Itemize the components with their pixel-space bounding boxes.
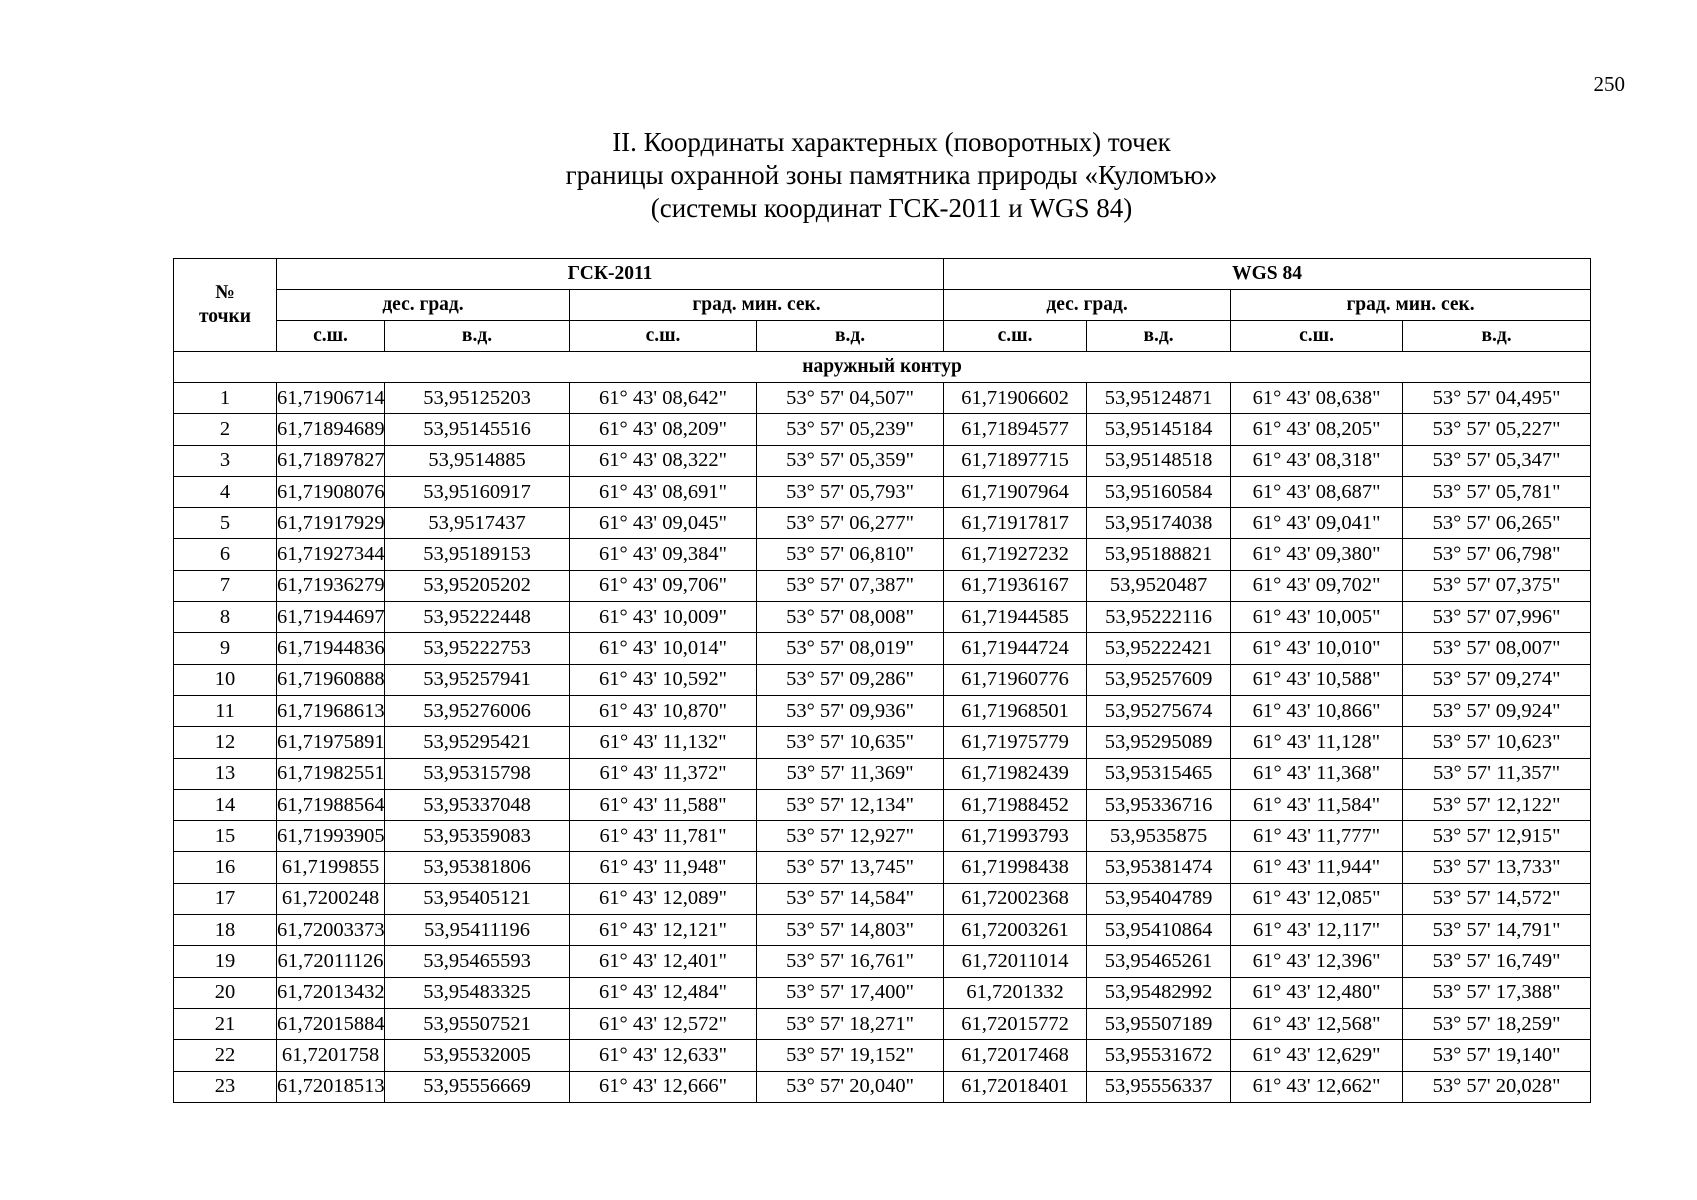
gsk-dms-lon-cell: 53° 57' 14,584" bbox=[757, 883, 944, 914]
table-row bbox=[174, 633, 1591, 664]
wgs-dms-lon-header: в.д. bbox=[1403, 321, 1591, 352]
wgs-dec-lon-cell: 53,95160584 bbox=[1087, 476, 1231, 507]
gsk-dec-lat-cell: 61,71906714 bbox=[277, 383, 385, 414]
table-row bbox=[174, 508, 1591, 539]
wgs-dec-lon-cell: 53,95315465 bbox=[1087, 758, 1231, 789]
wgs-dms-lat-cell: 61° 43' 11,944" bbox=[1231, 852, 1403, 883]
wgs-dec-lon-cell: 53,95275674 bbox=[1087, 695, 1231, 726]
wgs-dms-lat-cell: 61° 43' 10,005" bbox=[1231, 602, 1403, 633]
wgs-dec-lat-cell: 61,71936167 bbox=[944, 570, 1087, 601]
system-wgs84-header: WGS 84 bbox=[944, 259, 1591, 290]
gsk-dms-lon-cell: 53° 57' 06,277" bbox=[757, 508, 944, 539]
wgs-dec-lon-cell: 53,95145184 bbox=[1087, 414, 1231, 445]
gsk-dms-lat-cell: 61° 43' 09,045" bbox=[570, 508, 757, 539]
point-number-cell: 2 bbox=[174, 414, 277, 445]
wgs-dms-lat-cell: 61° 43' 12,085" bbox=[1231, 883, 1403, 914]
gsk-dms-lon-header: в.д. bbox=[757, 321, 944, 352]
gsk-dms-lon-cell: 53° 57' 20,040" bbox=[757, 1071, 944, 1102]
wgs-dms-lon-cell: 53° 57' 04,495" bbox=[1403, 383, 1591, 414]
gsk-dms-header: град. мин. сек. bbox=[570, 290, 944, 321]
wgs-dec-lat-cell: 61,71944585 bbox=[944, 602, 1087, 633]
gsk-dms-lat-cell: 61° 43' 10,592" bbox=[570, 664, 757, 695]
gsk-dms-lon-cell: 53° 57' 05,239" bbox=[757, 414, 944, 445]
wgs-dms-lon-cell: 53° 57' 20,028" bbox=[1403, 1071, 1591, 1102]
point-number-cell: 12 bbox=[174, 727, 277, 758]
wgs-dms-lon-cell: 53° 57' 07,996" bbox=[1403, 602, 1591, 633]
point-number-header bbox=[174, 259, 277, 352]
gsk-dec-lat-header: с.ш. bbox=[277, 321, 385, 352]
gsk-dec-lat-cell: 61,71894689 bbox=[277, 414, 385, 445]
wgs-dec-deg-header: дес. град. bbox=[944, 290, 1231, 321]
gsk-dec-lon-cell: 53,95507521 bbox=[385, 1008, 570, 1039]
wgs-dec-lon-cell: 53,9520487 bbox=[1087, 570, 1231, 601]
gsk-dms-lon-cell: 53° 57' 19,152" bbox=[757, 1040, 944, 1071]
gsk-dec-lon-cell: 53,95125203 bbox=[385, 383, 570, 414]
table-row bbox=[174, 570, 1591, 601]
table-row bbox=[174, 1071, 1591, 1102]
gsk-dms-lon-cell: 53° 57' 04,507" bbox=[757, 383, 944, 414]
gsk-dms-lat-cell: 61° 43' 12,484" bbox=[570, 977, 757, 1008]
table-row bbox=[174, 727, 1591, 758]
wgs-dec-lon-cell: 53,95556337 bbox=[1087, 1071, 1231, 1102]
point-number-cell: 13 bbox=[174, 758, 277, 789]
wgs-dec-lon-cell: 53,95174038 bbox=[1087, 508, 1231, 539]
point-number-cell: 1 bbox=[174, 383, 277, 414]
gsk-dms-lat-cell: 61° 43' 12,666" bbox=[570, 1071, 757, 1102]
table-row bbox=[174, 821, 1591, 852]
wgs-dec-lon-cell: 53,95222116 bbox=[1087, 602, 1231, 633]
point-number-cell: 16 bbox=[174, 852, 277, 883]
wgs-dec-lat-cell: 61,71917817 bbox=[944, 508, 1087, 539]
gsk-dec-lon-header: в.д. bbox=[385, 321, 570, 352]
wgs-dms-lat-cell: 61° 43' 11,777" bbox=[1231, 821, 1403, 852]
wgs-dec-lat-cell: 61,71960776 bbox=[944, 664, 1087, 695]
wgs-dms-header: град. мин. сек. bbox=[1231, 290, 1591, 321]
wgs-dms-lon-cell: 53° 57' 14,791" bbox=[1403, 915, 1591, 946]
gsk-dec-lon-cell: 53,95295421 bbox=[385, 727, 570, 758]
wgs-dms-lat-cell: 61° 43' 08,638" bbox=[1231, 383, 1403, 414]
wgs-dec-lat-cell: 61,71927232 bbox=[944, 539, 1087, 570]
wgs-dms-lon-cell: 53° 57' 05,781" bbox=[1403, 476, 1591, 507]
wgs-dms-lon-cell: 53° 57' 05,347" bbox=[1403, 445, 1591, 476]
gsk-dms-lat-cell: 61° 43' 09,384" bbox=[570, 539, 757, 570]
gsk-dms-lon-cell: 53° 57' 09,286" bbox=[757, 664, 944, 695]
wgs-dec-lat-cell: 61,72003261 bbox=[944, 915, 1087, 946]
gsk-dec-lat-cell: 61,71988564 bbox=[277, 789, 385, 820]
document-title bbox=[0, 126, 1697, 225]
point-number-cell: 7 bbox=[174, 570, 277, 601]
wgs-dec-lat-cell: 61,7201332 bbox=[944, 977, 1087, 1008]
gsk-dms-lon-cell: 53° 57' 16,761" bbox=[757, 946, 944, 977]
wgs-dec-lat-cell: 61,72015772 bbox=[944, 1008, 1087, 1039]
point-number-cell: 15 bbox=[174, 821, 277, 852]
wgs-dec-lat-cell: 61,72017468 bbox=[944, 1040, 1087, 1071]
gsk-dms-lat-header: с.ш. bbox=[570, 321, 757, 352]
title-line-3: (системы координат ГСК-2011 и WGS 84) bbox=[650, 193, 1133, 223]
wgs-dms-lat-cell: 61° 43' 12,396" bbox=[1231, 946, 1403, 977]
table-row bbox=[174, 758, 1591, 789]
gsk-dec-lon-cell: 53,95257941 bbox=[385, 664, 570, 695]
gsk-dec-lat-cell: 61,71917929 bbox=[277, 508, 385, 539]
wgs-dms-lat-cell: 61° 43' 10,866" bbox=[1231, 695, 1403, 726]
point-number-cell: 19 bbox=[174, 946, 277, 977]
wgs-dec-lon-cell: 53,95410864 bbox=[1087, 915, 1231, 946]
point-number-symbol: № bbox=[215, 282, 235, 303]
wgs-dec-lon-cell: 53,95124871 bbox=[1087, 383, 1231, 414]
gsk-dec-lon-cell: 53,95160917 bbox=[385, 476, 570, 507]
wgs-dms-lon-cell: 53° 57' 08,007" bbox=[1403, 633, 1591, 664]
wgs-dms-lon-cell: 53° 57' 10,623" bbox=[1403, 727, 1591, 758]
wgs-dec-lon-cell: 53,95295089 bbox=[1087, 727, 1231, 758]
wgs-dec-lat-cell: 61,71906602 bbox=[944, 383, 1087, 414]
gsk-dms-lon-cell: 53° 57' 17,400" bbox=[757, 977, 944, 1008]
table-header bbox=[174, 259, 1591, 383]
gsk-dec-lat-cell: 61,71975891 bbox=[277, 727, 385, 758]
point-number-label: точки bbox=[198, 306, 252, 327]
gsk-dms-lat-cell: 61° 43' 11,781" bbox=[570, 821, 757, 852]
gsk-dms-lat-cell: 61° 43' 08,209" bbox=[570, 414, 757, 445]
wgs-dms-lon-cell: 53° 57' 07,375" bbox=[1403, 570, 1591, 601]
gsk-dms-lat-cell: 61° 43' 11,132" bbox=[570, 727, 757, 758]
gsk-dms-lat-cell: 61° 43' 11,588" bbox=[570, 789, 757, 820]
gsk-dms-lon-cell: 53° 57' 08,019" bbox=[757, 633, 944, 664]
wgs-dec-lat-cell: 61,71988452 bbox=[944, 789, 1087, 820]
gsk-dec-lon-cell: 53,95381806 bbox=[385, 852, 570, 883]
gsk-dms-lon-cell: 53° 57' 05,793" bbox=[757, 476, 944, 507]
wgs-dec-lon-header: в.д. bbox=[1087, 321, 1231, 352]
point-number-cell: 9 bbox=[174, 633, 277, 664]
table-row bbox=[174, 977, 1591, 1008]
table-row bbox=[174, 852, 1591, 883]
point-number-cell: 4 bbox=[174, 476, 277, 507]
wgs-dms-lon-cell: 53° 57' 09,924" bbox=[1403, 695, 1591, 726]
wgs-dec-lon-cell: 53,95222421 bbox=[1087, 633, 1231, 664]
wgs-dec-lat-cell: 61,71975779 bbox=[944, 727, 1087, 758]
page-number: 250 bbox=[1593, 72, 1625, 96]
point-number-cell: 6 bbox=[174, 539, 277, 570]
gsk-dms-lat-cell: 61° 43' 08,642" bbox=[570, 383, 757, 414]
gsk-dms-lon-cell: 53° 57' 18,271" bbox=[757, 1008, 944, 1039]
gsk-dec-lon-cell: 53,95276006 bbox=[385, 695, 570, 726]
wgs-dms-lon-cell: 53° 57' 13,733" bbox=[1403, 852, 1591, 883]
point-number-cell: 8 bbox=[174, 602, 277, 633]
gsk-dms-lat-cell: 61° 43' 09,706" bbox=[570, 570, 757, 601]
wgs-dms-lat-cell: 61° 43' 11,584" bbox=[1231, 789, 1403, 820]
wgs-dec-lon-cell: 53,9535875 bbox=[1087, 821, 1231, 852]
gsk-dec-lat-cell: 61,71927344 bbox=[277, 539, 385, 570]
gsk-dec-lon-cell: 53,95145516 bbox=[385, 414, 570, 445]
wgs-dms-lat-cell: 61° 43' 09,041" bbox=[1231, 508, 1403, 539]
gsk-dms-lat-cell: 61° 43' 12,121" bbox=[570, 915, 757, 946]
gsk-dms-lon-cell: 53° 57' 05,359" bbox=[757, 445, 944, 476]
gsk-dms-lat-cell: 61° 43' 11,948" bbox=[570, 852, 757, 883]
gsk-dec-lat-cell: 61,7200248 bbox=[277, 883, 385, 914]
gsk-dms-lon-cell: 53° 57' 12,927" bbox=[757, 821, 944, 852]
wgs-dec-lon-cell: 53,95507189 bbox=[1087, 1008, 1231, 1039]
wgs-dec-lat-cell: 61,71968501 bbox=[944, 695, 1087, 726]
wgs-dms-lat-header: с.ш. bbox=[1231, 321, 1403, 352]
wgs-dec-lat-cell: 61,71897715 bbox=[944, 445, 1087, 476]
wgs-dec-lat-cell: 61,71907964 bbox=[944, 476, 1087, 507]
wgs-dec-lon-cell: 53,95404789 bbox=[1087, 883, 1231, 914]
wgs-dms-lat-cell: 61° 43' 12,568" bbox=[1231, 1008, 1403, 1039]
wgs-dec-lon-cell: 53,95465261 bbox=[1087, 946, 1231, 977]
wgs-dms-lon-cell: 53° 57' 17,388" bbox=[1403, 977, 1591, 1008]
wgs-dms-lon-cell: 53° 57' 11,357" bbox=[1403, 758, 1591, 789]
gsk-dec-lon-cell: 53,95532005 bbox=[385, 1040, 570, 1071]
wgs-dec-lat-cell: 61,71894577 bbox=[944, 414, 1087, 445]
wgs-dec-lon-cell: 53,95381474 bbox=[1087, 852, 1231, 883]
wgs-dms-lat-cell: 61° 43' 08,687" bbox=[1231, 476, 1403, 507]
gsk-dec-deg-header: дес. град. bbox=[277, 290, 570, 321]
gsk-dms-lat-cell: 61° 43' 12,089" bbox=[570, 883, 757, 914]
title-line-2: границы охранной зоны памятника природы «Куломъю» bbox=[565, 160, 1218, 190]
wgs-dec-lon-cell: 53,95336716 bbox=[1087, 789, 1231, 820]
table-row bbox=[174, 695, 1591, 726]
point-number-cell: 11 bbox=[174, 695, 277, 726]
wgs-dms-lon-cell: 53° 57' 06,798" bbox=[1403, 539, 1591, 570]
gsk-dms-lon-cell: 53° 57' 08,008" bbox=[757, 602, 944, 633]
gsk-dms-lon-cell: 53° 57' 10,635" bbox=[757, 727, 944, 758]
point-number-cell: 21 bbox=[174, 1008, 277, 1039]
gsk-dec-lon-cell: 53,95359083 bbox=[385, 821, 570, 852]
gsk-dms-lat-cell: 61° 43' 08,322" bbox=[570, 445, 757, 476]
wgs-dms-lat-cell: 61° 43' 12,662" bbox=[1231, 1071, 1403, 1102]
wgs-dms-lon-cell: 53° 57' 16,749" bbox=[1403, 946, 1591, 977]
point-number-cell: 14 bbox=[174, 789, 277, 820]
wgs-dms-lat-cell: 61° 43' 12,629" bbox=[1231, 1040, 1403, 1071]
wgs-dms-lon-cell: 53° 57' 14,572" bbox=[1403, 883, 1591, 914]
gsk-dec-lon-cell: 53,95411196 bbox=[385, 915, 570, 946]
table-row bbox=[174, 883, 1591, 914]
wgs-dec-lat-cell: 61,72018401 bbox=[944, 1071, 1087, 1102]
gsk-dms-lat-cell: 61° 43' 10,870" bbox=[570, 695, 757, 726]
gsk-dec-lon-cell: 53,95315798 bbox=[385, 758, 570, 789]
gsk-dms-lon-cell: 53° 57' 06,810" bbox=[757, 539, 944, 570]
gsk-dec-lat-cell: 61,71944836 bbox=[277, 633, 385, 664]
gsk-dms-lat-cell: 61° 43' 10,009" bbox=[570, 602, 757, 633]
gsk-dms-lat-cell: 61° 43' 11,372" bbox=[570, 758, 757, 789]
wgs-dec-lat-cell: 61,71993793 bbox=[944, 821, 1087, 852]
wgs-dms-lon-cell: 53° 57' 12,915" bbox=[1403, 821, 1591, 852]
wgs-dec-lat-cell: 61,72011014 bbox=[944, 946, 1087, 977]
gsk-dms-lat-cell: 61° 43' 12,633" bbox=[570, 1040, 757, 1071]
wgs-dms-lon-cell: 53° 57' 09,274" bbox=[1403, 664, 1591, 695]
wgs-dms-lat-cell: 61° 43' 08,318" bbox=[1231, 445, 1403, 476]
table-row bbox=[174, 664, 1591, 695]
gsk-dms-lat-cell: 61° 43' 08,691" bbox=[570, 476, 757, 507]
point-number-cell: 20 bbox=[174, 977, 277, 1008]
wgs-dec-lat-cell: 61,72002368 bbox=[944, 883, 1087, 914]
wgs-dms-lat-cell: 61° 43' 08,205" bbox=[1231, 414, 1403, 445]
gsk-dec-lat-cell: 61,71968613 bbox=[277, 695, 385, 726]
section-label-outer-contour: наружный контур bbox=[174, 352, 1591, 383]
gsk-dms-lon-cell: 53° 57' 07,387" bbox=[757, 570, 944, 601]
point-number-cell: 23 bbox=[174, 1071, 277, 1102]
table-row bbox=[174, 946, 1591, 977]
title-line-1: II. Координаты характерных (поворотных) точек bbox=[612, 127, 1171, 157]
table-row bbox=[174, 476, 1591, 507]
point-number-cell: 3 bbox=[174, 445, 277, 476]
point-number-cell: 22 bbox=[174, 1040, 277, 1071]
gsk-dec-lat-cell: 61,71944697 bbox=[277, 602, 385, 633]
point-number-cell: 5 bbox=[174, 508, 277, 539]
gsk-dec-lon-cell: 53,95222448 bbox=[385, 602, 570, 633]
gsk-dec-lat-cell: 61,71897827 bbox=[277, 445, 385, 476]
table-row bbox=[174, 915, 1591, 946]
table-row bbox=[174, 414, 1591, 445]
gsk-dec-lon-cell: 53,95337048 bbox=[385, 789, 570, 820]
point-number-cell: 17 bbox=[174, 883, 277, 914]
point-number-cell: 10 bbox=[174, 664, 277, 695]
gsk-dec-lon-cell: 53,95465593 bbox=[385, 946, 570, 977]
table-row bbox=[174, 539, 1591, 570]
wgs-dec-lat-cell: 61,71998438 bbox=[944, 852, 1087, 883]
gsk-dms-lon-cell: 53° 57' 14,803" bbox=[757, 915, 944, 946]
gsk-dms-lat-cell: 61° 43' 10,014" bbox=[570, 633, 757, 664]
wgs-dec-lon-cell: 53,95257609 bbox=[1087, 664, 1231, 695]
table-row bbox=[174, 1040, 1591, 1071]
wgs-dms-lat-cell: 61° 43' 10,588" bbox=[1231, 664, 1403, 695]
wgs-dec-lon-cell: 53,95188821 bbox=[1087, 539, 1231, 570]
wgs-dms-lon-cell: 53° 57' 06,265" bbox=[1403, 508, 1591, 539]
gsk-dec-lat-cell: 61,71993905 bbox=[277, 821, 385, 852]
gsk-dms-lat-cell: 61° 43' 12,401" bbox=[570, 946, 757, 977]
gsk-dec-lat-cell: 61,71936279 bbox=[277, 570, 385, 601]
wgs-dec-lat-cell: 61,71944724 bbox=[944, 633, 1087, 664]
gsk-dec-lat-cell: 61,72018513 bbox=[277, 1071, 385, 1102]
wgs-dms-lon-cell: 53° 57' 18,259" bbox=[1403, 1008, 1591, 1039]
gsk-dec-lon-cell: 53,95483325 bbox=[385, 977, 570, 1008]
wgs-dec-lon-cell: 53,95148518 bbox=[1087, 445, 1231, 476]
wgs-dec-lat-cell: 61,71982439 bbox=[944, 758, 1087, 789]
gsk-dec-lon-cell: 53,95189153 bbox=[385, 539, 570, 570]
wgs-dms-lon-cell: 53° 57' 12,122" bbox=[1403, 789, 1591, 820]
wgs-dms-lat-cell: 61° 43' 09,380" bbox=[1231, 539, 1403, 570]
wgs-dec-lon-cell: 53,95531672 bbox=[1087, 1040, 1231, 1071]
gsk-dec-lat-cell: 61,71960888 bbox=[277, 664, 385, 695]
table-row bbox=[174, 383, 1591, 414]
gsk-dec-lat-cell: 61,72003373 bbox=[277, 915, 385, 946]
gsk-dec-lat-cell: 61,72015884 bbox=[277, 1008, 385, 1039]
gsk-dec-lat-cell: 61,72011126 bbox=[277, 946, 385, 977]
gsk-dec-lon-cell: 53,9514885 bbox=[385, 445, 570, 476]
gsk-dec-lat-cell: 61,71908076 bbox=[277, 476, 385, 507]
wgs-dms-lat-cell: 61° 43' 10,010" bbox=[1231, 633, 1403, 664]
wgs-dms-lat-cell: 61° 43' 11,128" bbox=[1231, 727, 1403, 758]
table-row bbox=[174, 445, 1591, 476]
wgs-dms-lat-cell: 61° 43' 12,117" bbox=[1231, 915, 1403, 946]
table-row bbox=[174, 789, 1591, 820]
table-row bbox=[174, 1008, 1591, 1039]
gsk-dec-lat-cell: 61,71982551 bbox=[277, 758, 385, 789]
wgs-dms-lat-cell: 61° 43' 12,480" bbox=[1231, 977, 1403, 1008]
gsk-dec-lon-cell: 53,95222753 bbox=[385, 633, 570, 664]
wgs-dms-lon-cell: 53° 57' 05,227" bbox=[1403, 414, 1591, 445]
gsk-dec-lat-cell: 61,72013432 bbox=[277, 977, 385, 1008]
gsk-dec-lat-cell: 61,7201758 bbox=[277, 1040, 385, 1071]
gsk-dec-lon-cell: 53,95405121 bbox=[385, 883, 570, 914]
gsk-dec-lon-cell: 53,9517437 bbox=[385, 508, 570, 539]
system-gsk-2011-header: ГСК-2011 bbox=[277, 259, 944, 290]
coordinates-table bbox=[173, 258, 1591, 1103]
wgs-dms-lon-cell: 53° 57' 19,140" bbox=[1403, 1040, 1591, 1071]
gsk-dms-lon-cell: 53° 57' 11,369" bbox=[757, 758, 944, 789]
wgs-dec-lat-header: с.ш. bbox=[944, 321, 1087, 352]
wgs-dec-lon-cell: 53,95482992 bbox=[1087, 977, 1231, 1008]
table-body bbox=[174, 383, 1591, 1103]
gsk-dms-lat-cell: 61° 43' 12,572" bbox=[570, 1008, 757, 1039]
gsk-dms-lon-cell: 53° 57' 12,134" bbox=[757, 789, 944, 820]
point-number-cell: 18 bbox=[174, 915, 277, 946]
table-row bbox=[174, 602, 1591, 633]
wgs-dms-lat-cell: 61° 43' 11,368" bbox=[1231, 758, 1403, 789]
wgs-dms-lat-cell: 61° 43' 09,702" bbox=[1231, 570, 1403, 601]
gsk-dms-lon-cell: 53° 57' 13,745" bbox=[757, 852, 944, 883]
gsk-dms-lon-cell: 53° 57' 09,936" bbox=[757, 695, 944, 726]
gsk-dec-lon-cell: 53,95556669 bbox=[385, 1071, 570, 1102]
gsk-dec-lat-cell: 61,7199855 bbox=[277, 852, 385, 883]
gsk-dec-lon-cell: 53,95205202 bbox=[385, 570, 570, 601]
